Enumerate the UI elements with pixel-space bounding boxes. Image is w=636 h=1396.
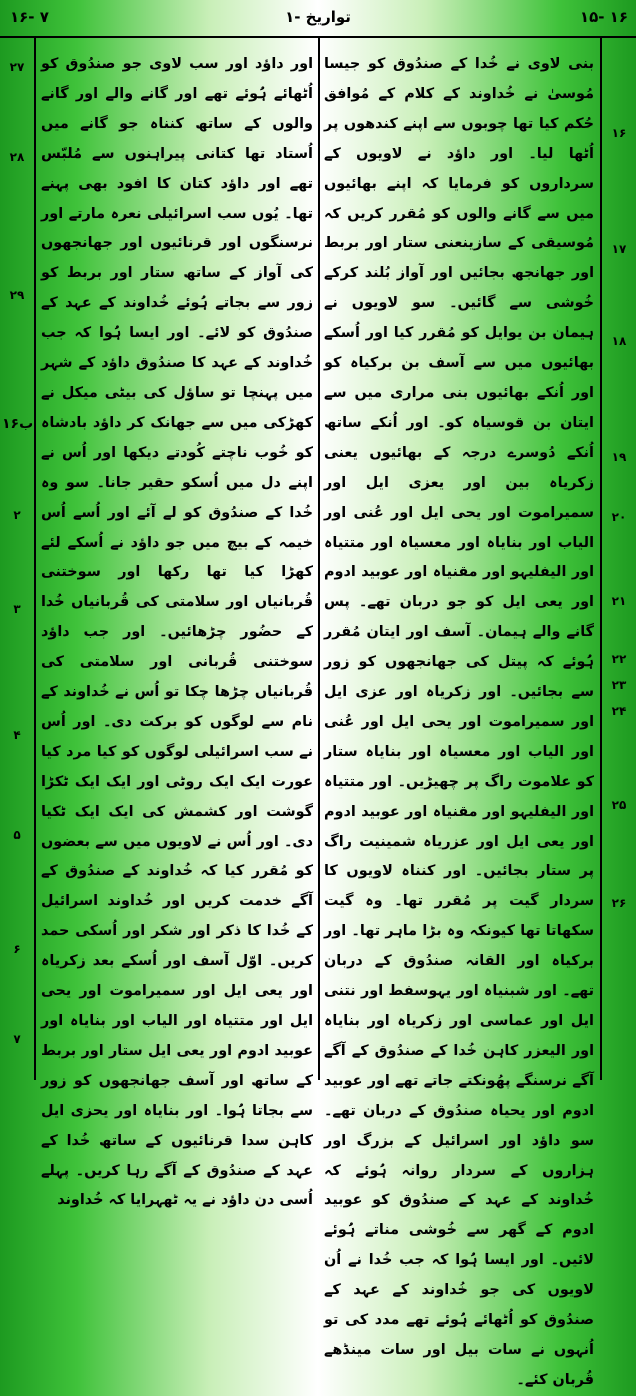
verse-number: ۶: [13, 942, 21, 956]
right-gutter-rule: [600, 38, 602, 1080]
left-text-column: [41, 50, 313, 1216]
header-book-title: ۱- تواریخ: [285, 8, 351, 26]
page-header: [0, 0, 636, 38]
verse-number: ۲۷: [9, 60, 25, 74]
verse-number: ۲۲: [611, 652, 627, 666]
verse-number: ۲۸: [9, 150, 25, 164]
verse-number: ۲۱: [611, 594, 627, 608]
left-gutter-rule: [34, 38, 36, 1080]
right-column-text: بنی لاوی نے خُدا کے صندُوق کو جیسا مُوسیٰ نے خُداوند کے کلام کے مُوافق حُکم کیا تھا چوبوں سے اپنے کندھوں پر اُٹھا لیا۔ اور داؤد نے لاویوں کے سرداروں کو فرمایا کہ اپنے بھائیوں میں سے گانے والوں کو مُقرر کریں کہ مُوسیقی کے سازینعنی ستار اور بربط اور جھانجھ بجائیں اور آواز بُلند کرکے خُوشی سے گائیں۔ سو لاویوں نے ہیمان بن یوایل کو مُقرر کیا اور اُسکے بھائیوں میں سے آسف بن برکیاہ کو اور اُنکے بھائیوں بنی مراری میں سے ایتان بن قوسیاہ کو۔ اور اُنکے ساتھ اُنکے دُوسرے درجہ کے بھائیوں یعنی زکریاہ بین اور یعزی ایل اور سمیراموت اور یحی ایل اور عُنی اور الیاب اور بنایاہ اور معسیاہ اور متتیاہ اور الیفلیہو اور مقنیاہ اور عوبید ادوم اور یعی ایل کو جو دربان تھے۔ پس گانے والے ہیمان۔ آسف اور ایتان مُقرر ہُوئے کہ پیتل کی جھانجھوں کو زور سے بجائیں۔ اور زکریاہ اور عزی ایل اور سمیراموت اور یحی ایل اور عُنی اور الیاب اور معسیاہ اور بنایاہ ستار کو علاموت راگ پر چھیڑیں۔ اور متتیاہ اور الیفلیہو اور مقنیاہ اور عوبید ادوم اور یعی ایل اور عزریاہ شمینیت راگ پر ستار بجائیں۔ اور کنناہ لاویوں کا سردار گیت پر مُقرر تھا۔ وہ گیت سکھاتا تھا کیونکہ وہ بڑا ماہر تھا۔ اور برکیاہ اور القانہ صندُوق کے دربان تھے۔ اور شبنیاہ اور یہوسفط اور نتنی ایل اور عماسی اور زکریاہ اور بنایاہ اور الیعزر کاہن خُدا کے صندُوق کے آگے آگے نرسنگے پھُونکتے جاتے تھے اور عوبید ادوم اور یحیاہ صندُوق کے دربان تھے۔ سو داؤد اور اسرائیل کے بزرگ اور ہزاروں کے سردار روانہ ہُوئے کہ خُداوند کے عہد کے صندُوق کو عوبید ادوم کے گھر سے خُوشی مناتے ہُوئے لائیں۔ اور ایسا ہُوا کہ جب خُدا نے اُن لاویوں کی جو خُداوند کے عہد کے صندُوق کو اُٹھائے ہُوئے تھے مدد کی تو اُنہوں نے سات بیل اور سات مینڈھے قُربان کئے۔: [324, 56, 594, 1388]
left-column-text: اور داؤد اور سب لاوی جو صندُوق کو اُٹھائے ہُوئے تھے اور گانے والے اور گانے والوں کے ساتھ کنناہ جو گانے میں اُستاد تھا کتانی پیراہنوں سے مُلبّس تھے اور داؤد کتان کا افود بھی پہنے تھا۔ یُوں سب اسرائیلی نعرہ مارتے اور نرسنگوں اور قرنائیوں اور جھانجھوں کی آواز کے ساتھ ستار اور بربط کو زور سے بجاتے ہُوئے خُداوند کے عہد کے صندُوق کو لائے۔ اور ایسا ہُوا کہ جب خُداوند کے عہد کا صندُوق داؤد کے شہر میں پہنچا تو ساؤل کی بیٹی میکل نے کھڑکی میں سے جھانک کر داؤد بادشاہ کو خُوب ناچتے کُودتے دیکھا اور اُس نے اپنے دل میں اُسکو حقیر جانا۔ سو وہ خُدا کے صندُوق کو لے آئے اور اُسے اُس خیمہ کے بیچ میں جو داؤد نے اُسکے لئے کھڑا کیا تھا رکھا اور سوختنی قُربانیاں اور سلامتی کی قُربانیاں خُدا کے حضُور چڑھائیں۔ اور جب داؤد سوختنی قُربانی اور سلامتی کی قُربانیاں چڑھا چکا تو اُس نے خُداوند کے نام سے لوگوں کو برکت دی۔ اور اُس نے سب اسرائیلی لوگوں کو کیا مرد کیا عورت ایک ایک روٹی اور ایک ایک ٹکڑا گوشت اور کشمش کی ایک ایک ٹکیا دی۔ اور اُس نے لاویوں میں سے بعضوں کو مُقرر کیا کہ خُداوند کے صندُوق کے آگے خدمت کریں اور خُداوند اسرائیل کے خُدا کا ذکر اور شکر اور اُسکی حمد کریں۔ اوّل آسف اور اُسکے بعد زکریاہ اور یعی ایل اور سمیراموت اور یحی ایل اور متتیاہ اور الیاب اور بنایاہ اور عوبید ادوم اور یعی ایل ستار اور بربط کے ساتھ اور آسف جھانجھوں کو زور سے بجاتا ہُوا۔ اور بنایاہ اور یحزی ایل کاہن سدا قرنائیوں کے ساتھ خُدا کے عہد کے صندُوق کے آگے رہا کریں۔ پہلے اُسی دن داؤد نے یہ ٹھہرایا کہ خُداوند: [41, 56, 313, 1209]
verse-number: ۲۹: [9, 288, 25, 302]
verse-number: ۲۶: [611, 896, 627, 910]
verse-number: ۴: [13, 728, 21, 742]
verse-number: ۱۶: [611, 126, 627, 140]
right-text-column: [324, 50, 594, 1396]
verse-number: ۱۹: [611, 450, 627, 464]
verse-number: ۱۷: [611, 242, 627, 256]
header-left-reference: ۱۶- ۷: [10, 8, 49, 26]
chapter-marker: ۱۶ب: [2, 416, 34, 432]
verse-number: ۷: [13, 1032, 21, 1046]
verse-number: ۲۴: [611, 704, 627, 718]
header-right-reference: ۱۵- ۱۶: [579, 8, 628, 26]
verse-number: ۲۳: [611, 678, 627, 692]
center-column-rule: [318, 38, 320, 1080]
verse-number: ۲۰: [611, 510, 627, 524]
verse-number: ۱۸: [611, 334, 627, 348]
verse-number: ۲۵: [611, 798, 627, 812]
verse-number: ۲: [13, 508, 21, 522]
verse-number: ۵: [13, 828, 21, 842]
verse-number: ۳: [13, 602, 21, 616]
